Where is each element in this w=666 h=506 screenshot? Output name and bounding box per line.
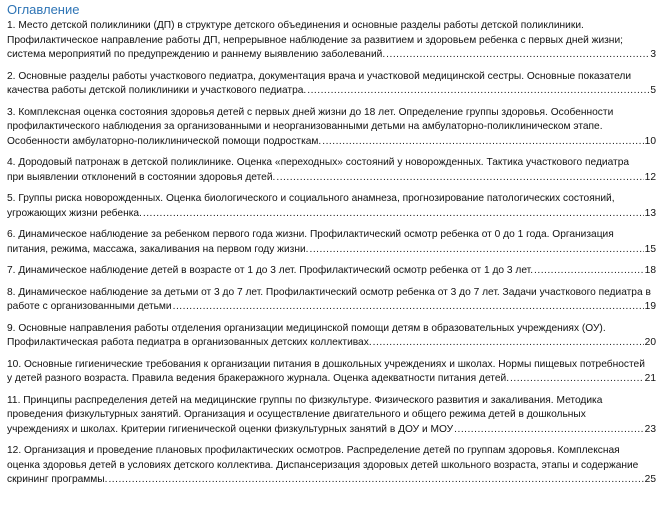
dot-leader xyxy=(143,207,644,222)
toc-entry-text-line: Профилактическое направление работы ДП, непрерывное наблюдение за развитием и здоровьем ребенка с первых дней жизни; xyxy=(7,34,623,46)
toc-entry-last-line xyxy=(7,300,656,315)
toc-entry[interactable] xyxy=(7,264,656,279)
toc-title: Оглавление xyxy=(7,2,80,17)
toc-entry-text-line: Профилактическая работа педиатра в организованных детских коллективах. xyxy=(7,337,372,348)
toc-list xyxy=(7,19,656,488)
toc-entry-text-line: 10. Основные гигиенические требования к организации питания в дошкольных учреждениях и школах. Нормы пищевых потребностей xyxy=(7,358,645,370)
page-number: 3 xyxy=(650,49,656,60)
toc-entry-text-line: скрининг программы. xyxy=(7,474,108,485)
toc-entry-last-line xyxy=(7,372,656,387)
page-number: 20 xyxy=(644,337,656,348)
toc-entry-text-line: Особенности амбулаторно-поликлинической помощи подросткам. xyxy=(7,135,322,147)
toc-entry-text-line: профилактического наблюдения за организованными и неорганизованными детьми на амбулаторно-поликлиническом этапе. xyxy=(7,121,603,132)
toc-entry-text-line: качества работы детской поликлиники и участкового педиатра. xyxy=(7,85,307,96)
toc-entry-text-line: система мероприятий по предупреждению и раннему выявлению заболеваний. xyxy=(7,49,386,60)
toc-entry-last-line xyxy=(7,207,656,222)
dot-leader xyxy=(534,264,644,279)
dot-leader xyxy=(454,423,644,438)
toc-entry-text-line: 7. Динамическое наблюдение детей в возрасте от 1 до 3 лет. Профилактический осмотр ребенка от 1 до 3 лет. xyxy=(7,265,534,276)
page-number: 18 xyxy=(644,265,656,276)
page-number: 25 xyxy=(644,474,656,485)
page-number: 13 xyxy=(644,207,656,219)
toc-entry[interactable] xyxy=(7,19,656,63)
toc-entry-text-line: 2. Основные разделы работы участкового педиатра, документация врача и участковой медицинской сестры. Основные показатели xyxy=(7,70,632,82)
toc-entry-text-line: работе с организованными детьми xyxy=(7,301,172,312)
toc-entry-last-line xyxy=(7,336,656,351)
toc-entry-text-line: 5. Группы риска новорожденных. Оценка биологического и социального анамнеза, прогнозирование патологических состояний, xyxy=(7,193,615,204)
toc-entry[interactable] xyxy=(7,286,656,315)
toc-entry-last-line xyxy=(7,135,656,150)
toc-entry[interactable] xyxy=(7,70,656,99)
toc-entry-last-line xyxy=(7,48,656,63)
toc-entry[interactable] xyxy=(7,192,656,221)
dot-leader xyxy=(108,473,643,488)
toc-entry-last-line xyxy=(7,171,656,186)
toc-entry-text-line: 3. Комплексная оценка состояния здоровья детей с первых дней жизни до 18 лет. Определение группы здоровья. Особенности xyxy=(7,106,614,118)
dot-leader xyxy=(510,372,644,387)
page-number: 5 xyxy=(650,85,656,96)
toc-entry-text-line: проведения физкультурных занятий. Организация и осуществление двигательного и общего режима детей в дошкольных xyxy=(7,409,586,420)
toc-entry-text-line: оценка здоровья детей в условиях детского коллектива. Диспансеризация здоровых детей школьного возраста, этапы и содержание xyxy=(7,459,639,471)
toc-entry-text-line: у детей разного возраста. Правила ведения бракеражного журнала. Оценка адекватности питания детей. xyxy=(7,373,510,384)
toc-entry-text-line: учреждениях и школах. Критерии гигиенической оценки физкультурных занятий в ДОУ и МОУ xyxy=(7,423,454,435)
toc-entry-text-line: 6. Динамическое наблюдение за ребенком первого года жизни. Профилактический осмотр ребенка от 0 до 1 года. Организация xyxy=(7,229,614,240)
dot-leader xyxy=(307,84,649,99)
toc-entry-text-line: 11. Принципы распределения детей на медицинские группы по физкультуре. Физического развития и закаливания. Методика xyxy=(7,394,603,406)
dot-leader xyxy=(309,243,643,258)
dot-leader xyxy=(322,135,643,150)
toc-entry-text-line: питания, режима, массажа, закаливания на первом году жизни. xyxy=(7,243,309,255)
toc-entry-text-line: 12. Организация и проведение плановых профилактических осмотров. Распределение детей по группам здоровья. Комплексная xyxy=(7,445,620,456)
toc-entry-last-line xyxy=(7,243,656,258)
dot-leader xyxy=(276,171,643,186)
toc-entry-last-line xyxy=(7,423,656,438)
dot-leader xyxy=(386,48,649,63)
page-number: 21 xyxy=(644,373,656,384)
toc-entry[interactable] xyxy=(7,156,656,185)
toc-entry[interactable] xyxy=(7,358,656,387)
page-number: 19 xyxy=(644,301,656,312)
toc-entry-text-line: 4. Дородовый патронаж в детской поликлинике. Оценка «переходных» состояний у новорожденных. Тактика участкового педиатра xyxy=(7,157,630,168)
toc-entry[interactable] xyxy=(7,228,656,257)
page-number: 12 xyxy=(644,171,656,183)
toc-entry-last-line xyxy=(7,264,656,279)
toc-entry[interactable] xyxy=(7,106,656,150)
dot-leader xyxy=(173,300,644,315)
toc-entry[interactable] xyxy=(7,394,656,438)
toc-entry-last-line xyxy=(7,84,656,99)
page-number: 15 xyxy=(644,243,656,255)
toc-entry-last-line xyxy=(7,473,656,488)
toc-entry-text-line: 9. Основные направления работы отделения организации медицинской помощи детям в образовательных учреждениях (ОУ). xyxy=(7,322,606,334)
toc-entry[interactable] xyxy=(7,322,656,351)
toc-entry[interactable] xyxy=(7,444,656,488)
toc-entry-text-line: при выявлении отклонений в состоянии здоровья детей. xyxy=(7,171,276,183)
dot-leader xyxy=(373,336,644,351)
toc-entry-text-line: 1. Место детской поликлиники (ДП) в структуре детского объединения и основные разделы работы детской поликлиники. xyxy=(7,20,584,31)
toc-entry-text-line: угрожающих жизни ребенка. xyxy=(7,207,142,219)
page-number: 23 xyxy=(644,423,656,435)
page-number: 10 xyxy=(644,135,656,147)
toc-entry-text-line: 8. Динамическое наблюдение за детьми от 3 до 7 лет. Профилактический осмотр ребенка от 3 до 7 лет. Задачи участкового педиатра в xyxy=(7,286,651,298)
